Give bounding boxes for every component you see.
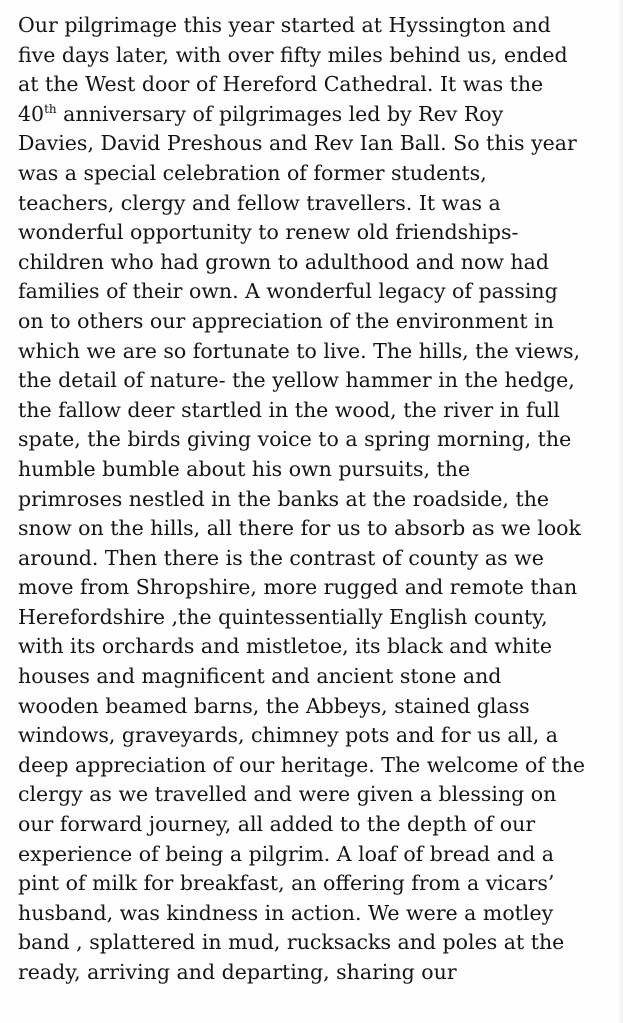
text-line: Our pilgrimage this year started at Hyssington and	[18, 13, 551, 37]
text-line: move from Shropshire, more rugged and remote than	[18, 575, 578, 600]
text-line: ready, arriving and departing, sharing our	[18, 960, 457, 984]
text-line: Davies, David Preshous and Rev Ian Ball. So this year	[18, 131, 577, 156]
text-line: houses and magnificent and ancient stone and	[18, 664, 502, 689]
text-line: pint of milk for breakfast, an offering from a vicars’	[18, 871, 555, 896]
text-line: teachers, clergy and fellow travellers. It was a	[18, 190, 501, 215]
text-line: our forward journey, all added to the depth of our	[18, 812, 536, 837]
text-line: families of their own. A wonderful legacy of passing	[18, 279, 558, 304]
text-line: windows, graveyards, chimney pots and for us all, a	[18, 723, 558, 748]
text-line: the detail of nature- the yellow hammer in the hedge,	[18, 368, 575, 393]
text-line: humble bumble about his own pursuits, the	[18, 456, 471, 481]
text-line: which we are so fortunate to live. The hills, the views,	[18, 338, 581, 363]
text-line: clergy as we travelled and were given a blessing on	[18, 782, 557, 807]
text-line-with-superscript	[18, 100, 623, 130]
text-line: around. Then there is the contrast of county as we	[18, 545, 544, 570]
text-line: Herefordshire ,the quintessentially English county,	[18, 604, 548, 629]
text-line: husband, was kindness in action. We were a motley	[18, 900, 554, 925]
text-line: snow on the hills, all there for us to absorb as we look	[18, 516, 581, 541]
text-line: experience of being a pilgrim. A loaf of bread and a	[18, 841, 554, 866]
text-line: spate, the birds giving voice to a spring morning, the	[18, 427, 572, 452]
text-line-rest: anniversary of pilgrimages led by Rev Roy	[56, 101, 504, 126]
text-line: was a special celebration of former students,	[18, 160, 487, 185]
text-line: on to others our appreciation of the environment in	[18, 308, 554, 333]
text-line: primroses nestled in the banks at the roadside, the	[18, 486, 550, 511]
text-line: children who had grown to adulthood and now had	[18, 249, 549, 274]
ordinal-number: 40	[18, 101, 45, 126]
text-line: wonderful opportunity to renew old friendships-	[18, 220, 519, 245]
ordinal-suffix: th	[44, 101, 57, 116]
text-line: the fallow deer startled in the wood, the river in full	[18, 397, 560, 422]
text-line: wooden beamed barns, the Abbeys, stained glass	[18, 693, 530, 718]
text-line: deep appreciation of our heritage. The welcome of the	[18, 752, 585, 777]
body-text	[18, 11, 623, 988]
text-line: five days later, with over fifty miles behind us, ended	[18, 42, 568, 67]
text-line: at the West door of Hereford Cathedral. It was the	[18, 72, 544, 97]
text-line: band , splattered in mud, rucksacks and poles at the	[18, 930, 565, 955]
text-line: with its orchards and mistletoe, its black and white	[18, 634, 553, 659]
